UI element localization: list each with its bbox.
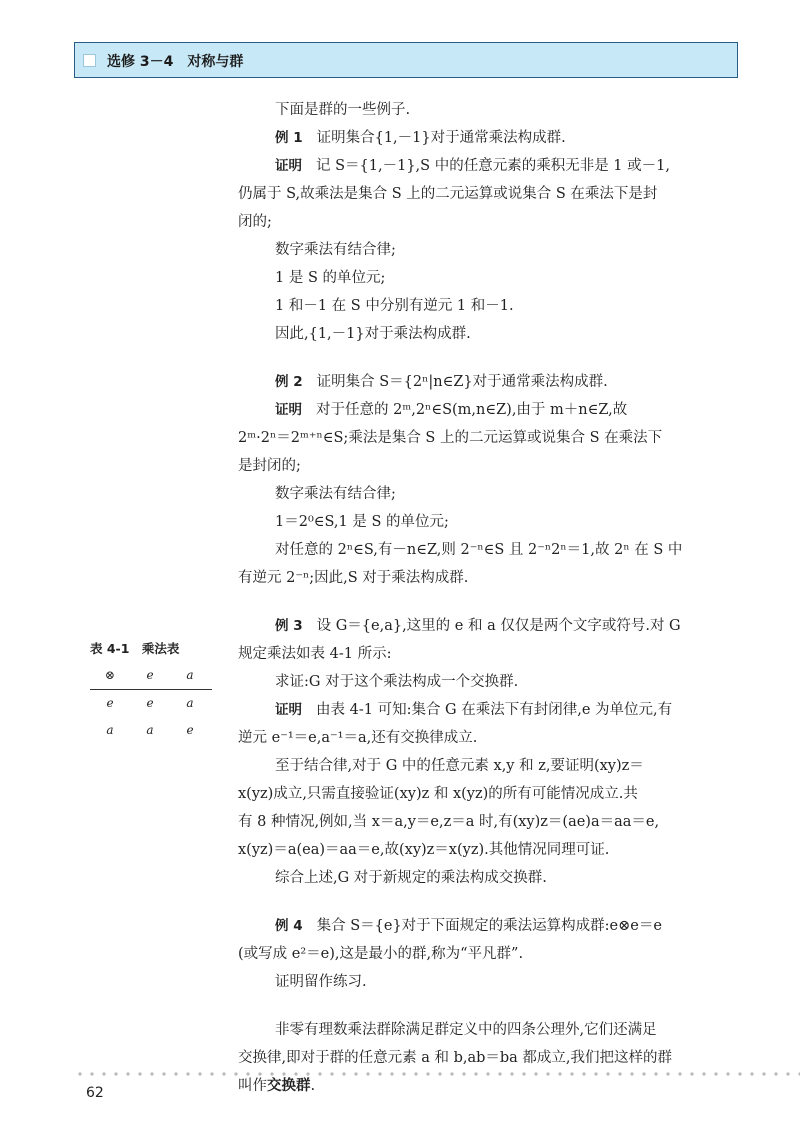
- table-cell: a: [186, 668, 194, 682]
- example-2-label: 例 2: [275, 374, 303, 390]
- closing-line: 非零有理数乘法群除满足群定义中的四条公理外,它们还满足: [275, 1022, 657, 1038]
- footer-divider: [74, 1072, 800, 1076]
- example-3-statement: 例 3 设 G＝{e,a},这里的 e 和 a 仅仅是两个文字或符号.对 G: [275, 618, 681, 634]
- text-line: x(yz)成立,只需直接验证(xy)z 和 x(yz)的所有可能情况成立.共: [238, 786, 638, 802]
- table-cell: a: [106, 723, 114, 737]
- text-line: 是封闭的;: [238, 458, 301, 474]
- example-1-proof: 证明 记 S＝{1,－1},S 中的任意元素的乘积无非是 1 或－1,: [275, 158, 670, 174]
- square-icon: [83, 54, 96, 67]
- example-1-statement: 例 1 证明集合{1,－1}对于通常乘法构成群.: [275, 130, 566, 146]
- multiplication-table: [90, 636, 212, 744]
- proof-label: 证明: [275, 158, 302, 174]
- table-cell: a: [186, 696, 194, 710]
- table-cell: e: [106, 696, 114, 710]
- text-line: 2ᵐ·2ⁿ＝2ᵐ⁺ⁿ∈S;乘法是集合 S 上的二元运算或说集合 S 在乘法下: [238, 430, 663, 446]
- table-cell: a: [146, 723, 154, 737]
- text-line: 规定乘法如表 4-1 所示:: [238, 646, 392, 662]
- example-4-statement: 例 4 集合 S＝{e}对于下面规定的乘法运算构成群:e⊗e＝e: [275, 918, 662, 934]
- table-row: [90, 717, 212, 744]
- proof-label: 证明: [275, 402, 302, 418]
- table-header-row: [90, 662, 212, 690]
- example-3-label: 例 3: [275, 618, 303, 634]
- text-line: 闭的;: [238, 214, 272, 230]
- table-cell: ⊗: [104, 668, 116, 682]
- example-4-label: 例 4: [275, 918, 303, 934]
- text-line: 综合上述,G 对于新规定的乘法构成交换群.: [275, 870, 547, 886]
- table-caption: 表 4-1 乘法表: [90, 641, 180, 656]
- text-line: 证明留作练习.: [275, 974, 367, 990]
- text-line: 1 是 S 的单位元;: [275, 270, 386, 286]
- text-line: 1 和－1 在 S 中分别有逆元 1 和－1.: [275, 298, 514, 314]
- table-row: [90, 690, 212, 717]
- example-3-task: 求证:G 对于这个乘法构成一个交换群.: [275, 674, 519, 690]
- example-1-label: 例 1: [275, 130, 303, 146]
- text-line: 有 8 种情况,例如,当 x＝a,y＝e,z＝a 时,有(xy)z＝(ae)a＝aa＝e,: [238, 814, 660, 830]
- text-line: (或写成 e²＝e),这是最小的群,称为“平凡群”.: [238, 946, 524, 962]
- text-line: 有逆元 2⁻ⁿ;因此,S 对于乘法构成群.: [238, 570, 469, 586]
- proof-label: 证明: [275, 702, 302, 718]
- section-header: [74, 42, 738, 78]
- header-title: 选修 3－4 对称与群: [107, 54, 244, 70]
- text-line: 仍属于 S,故乘法是集合 S 上的二元运算或说集合 S 在乘法下是封: [238, 186, 658, 202]
- main-text: [238, 96, 728, 1100]
- text-line: 对任意的 2ⁿ∈S,有－n∈Z,则 2⁻ⁿ∈S 且 2⁻ⁿ2ⁿ＝1,故 2ⁿ 在 S 中: [275, 542, 683, 558]
- text-line: 因此,{1,－1}对于乘法构成群.: [275, 326, 471, 342]
- text-line: x(yz)＝a(ea)＝aa＝e,故(xy)z＝x(yz).其他情况同理可证.: [238, 842, 610, 858]
- closing-line: 叫作交换群.: [238, 1078, 316, 1094]
- text-line: 1＝2⁰∈S,1 是 S 的单位元;: [275, 514, 449, 530]
- table-cell: e: [146, 696, 154, 710]
- example-3-proof: 证明 由表 4-1 可知:集合 G 在乘法下有封闭律,e 为单位元,有: [275, 702, 673, 718]
- term-highlight: 交换群: [267, 1078, 311, 1094]
- example-2-statement: 例 2 证明集合 S＝{2ⁿ|n∈Z}对于通常乘法构成群.: [275, 374, 608, 390]
- table-cell: e: [186, 723, 194, 737]
- text-line: 逆元 e⁻¹＝e,a⁻¹＝a,还有交换律成立.: [238, 730, 478, 746]
- text-line: 至于结合律,对于 G 中的任意元素 x,y 和 z,要证明(xy)z＝: [275, 758, 644, 774]
- table-cell: e: [146, 668, 154, 682]
- example-2-proof: 证明 对于任意的 2ᵐ,2ⁿ∈S(m,n∈Z),由于 m＋n∈Z,故: [275, 402, 628, 418]
- page-number: 62: [86, 1085, 104, 1101]
- text-line: 数字乘法有结合律;: [275, 242, 396, 258]
- intro-text: 下面是群的一些例子.: [275, 102, 411, 118]
- closing-line: 交换律,即对于群的任意元素 a 和 b,ab＝ba 都成立,我们把这样的群: [238, 1050, 673, 1066]
- text-line: 数字乘法有结合律;: [275, 486, 396, 502]
